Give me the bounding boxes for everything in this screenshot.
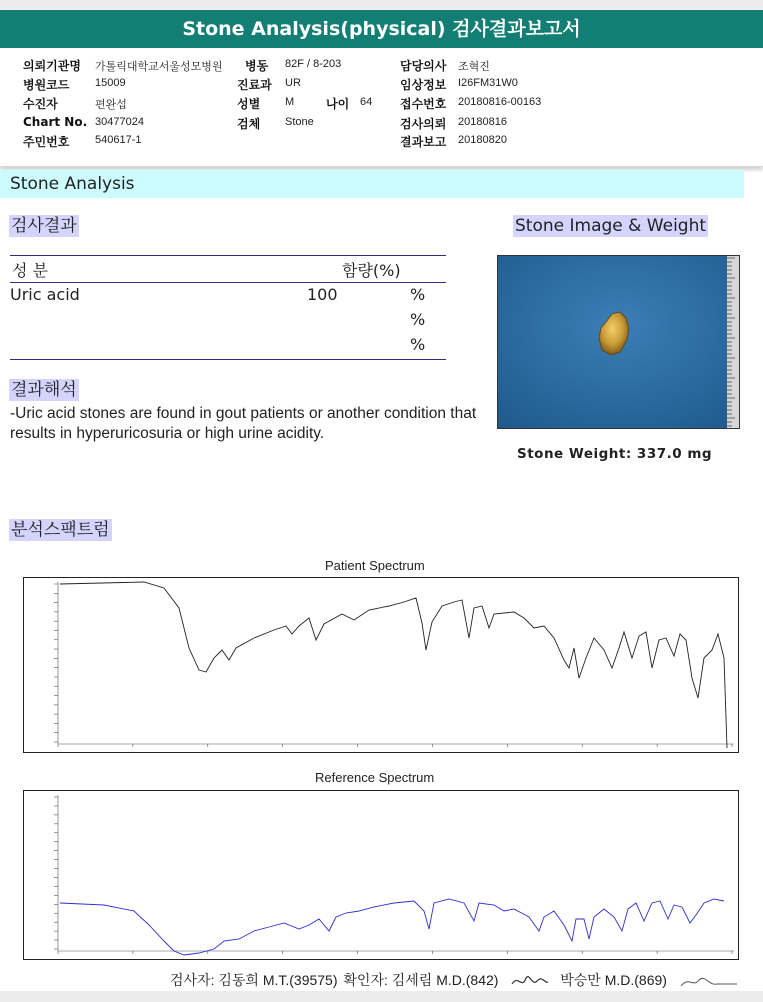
label-requesting-institution: 의뢰기관명	[23, 59, 81, 73]
stone-photo	[497, 255, 740, 429]
signature-line	[170, 970, 739, 990]
bottom-edge-bar	[0, 991, 763, 1002]
value-specimen: Stone	[285, 116, 314, 128]
table-header-rule	[10, 282, 446, 283]
patient-spectrum-title: Patient Spectrum	[325, 558, 425, 573]
value-patient-name: 편완섭	[95, 99, 127, 111]
handwritten-signature-2	[679, 972, 739, 990]
interpretation-heading: 결과해석	[11, 380, 77, 400]
patient-spectrum-chart	[23, 577, 739, 753]
top-edge-bar	[0, 0, 763, 10]
patient-spectrum-plot	[24, 578, 738, 752]
label-patient-name: 수진자	[23, 97, 58, 111]
spectrum-heading: 분석스팩트럼	[11, 520, 110, 540]
row-1-amount: 100	[307, 285, 338, 304]
row-1-component: Uric acid	[10, 285, 80, 304]
table-bottom-rule	[10, 359, 446, 360]
label-receipt-number: 접수번호	[400, 97, 447, 111]
patient-info-panel	[0, 48, 763, 167]
value-test-request-date: 20180816	[458, 116, 507, 128]
value-result-report-date: 20180820	[458, 134, 507, 146]
value-sex: M	[285, 96, 295, 108]
row-2-unit: %	[410, 310, 426, 329]
confirmer-signature: 확인자: 김세림 M.D.(842)	[343, 972, 499, 988]
reference-spectrum-title: Reference Spectrum	[315, 770, 435, 785]
reference-spectrum-line	[60, 899, 724, 955]
row-1-unit: %	[410, 285, 426, 304]
handwritten-signature-1	[510, 972, 550, 990]
value-age: 64	[360, 96, 373, 108]
label-sex: 성별	[237, 97, 261, 111]
label-chart-no: Chart No.	[23, 115, 88, 129]
label-attending-doctor: 담당의사	[400, 59, 447, 73]
label-department: 진료과	[237, 78, 272, 92]
section-title-stone-analysis: Stone Analysis	[0, 170, 744, 198]
image-weight-heading: Stone Image & Weight	[515, 216, 707, 236]
column-header-content: 함량(%)	[342, 261, 401, 280]
reference-spectrum-chart	[23, 790, 739, 960]
value-receipt-number: 20180816-00163	[458, 96, 542, 108]
stone-photo-svg	[498, 256, 740, 429]
value-attending-doctor: 조혁진	[458, 61, 490, 73]
label-specimen: 검체	[237, 117, 261, 131]
value-clinical-info: I26FM31W0	[458, 77, 518, 89]
results-heading: 검사결과	[11, 216, 77, 236]
label-test-request-date: 검사의뢰	[400, 117, 447, 131]
label-hospital-code: 병원코드	[23, 78, 70, 92]
label-clinical-info: 임상정보	[400, 78, 447, 92]
label-age: 나이	[326, 97, 350, 111]
value-ward: 82F / 8-203	[285, 58, 342, 70]
value-resident-number: 540617-1	[95, 134, 142, 146]
label-ward: 병동	[245, 59, 269, 73]
reference-spectrum-plot	[24, 791, 738, 959]
interpretation-text: -Uric acid stones are found in gout patients or another condition that results in hyperuricosuria or high urine acidity.	[10, 405, 477, 442]
examiner-signature: 검사자: 김동희 M.T.(39575)	[170, 972, 338, 988]
doctor-signature: 박승만 M.D.(869)	[560, 972, 667, 988]
row-3-unit: %	[410, 335, 426, 354]
column-header-component: 성 분	[12, 261, 48, 280]
patient-spectrum-line	[60, 582, 727, 748]
stone-weight: Stone Weight: 337.0 mg	[517, 446, 713, 462]
table-top-rule	[10, 255, 446, 256]
value-hospital-code: 15009	[95, 77, 126, 89]
value-department: UR	[285, 77, 301, 89]
label-resident-number: 주민번호	[23, 135, 70, 149]
report-title: Stone Analysis(physical) 검사결과보고서	[0, 10, 763, 48]
value-requesting-institution: 가톨릭대학교서울성모병원	[95, 61, 223, 73]
label-result-report-date: 결과보고	[400, 135, 447, 149]
value-chart-no: 30477024	[95, 116, 144, 128]
